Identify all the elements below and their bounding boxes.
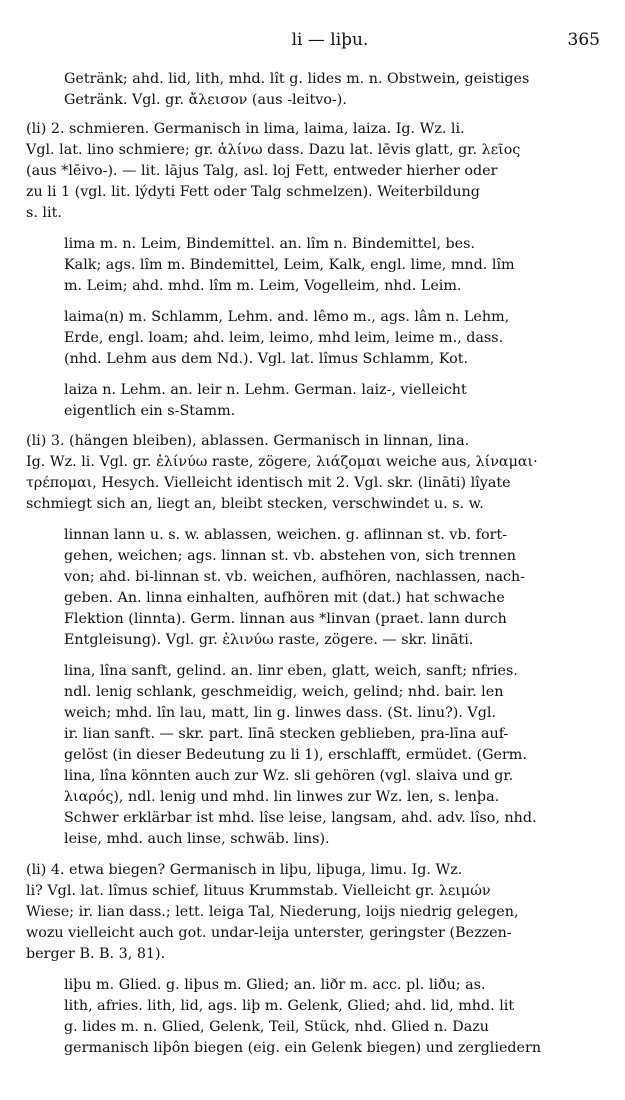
text-line: schmiegt sich an, liegt an, bleibt stecken, verschwindet u. s. w.: [26, 496, 484, 512]
text-line: λιαρός), ndl. lenig und mhd. lin linwes zur Wz. len, s. lenþa.: [64, 789, 500, 805]
text-line: Getränk; ahd. lid, lith, mhd. lît g. lides m. n. Obstwein, geistiges: [64, 71, 530, 87]
text-line: ndl. lenig schlank, geschmeidig, weich, gelind; nhd. bair. len: [64, 684, 504, 700]
text-line: geben. An. linna einhalten, aufhören mit (dat.) hat schwache: [64, 590, 505, 606]
text-line: (li) 3. (hängen bleiben), ablassen. Germanisch in linnan, lina.: [26, 433, 470, 449]
page-header: [60, 30, 600, 56]
text-line: Erde, engl. loam; ahd. leim, leimo, mhd leim, leime m., dass.: [64, 330, 504, 346]
text-line: (nhd. Lehm aus dem Nd.). Vgl. lat. lîmus Schlamm, Kot.: [64, 351, 469, 367]
running-title: li — liþu.: [291, 30, 369, 50]
text-line: lina, lîna sanft, gelind. an. linr eben, glatt, weich, sanft; nfries.: [64, 663, 518, 679]
text-line: m. Leim; ahd. mhd. lîm m. Leim, Vogelleim, nhd. Leim.: [64, 278, 462, 294]
text-line: g. lides m. n. Glied, Gelenk, Teil, Stück, nhd. Glied n. Dazu: [64, 1019, 489, 1035]
text-line: weich; mhd. lîn lau, matt, lin g. linwes dass. (St. linu?). Vgl.: [64, 705, 497, 721]
text-line: leise, mhd. auch linse, schwäb. lins).: [64, 831, 330, 847]
text-line: Vgl. lat. lino schmiere; gr. ἀλίνω dass. Dazu lat. lēvis glatt, gr. λεῖος: [26, 142, 521, 158]
text-line: wozu vielleicht auch got. undar-leija unterster, geringster (Bezzen-: [26, 925, 512, 941]
text-line: li? Vgl. lat. lîmus schief, lituus Krummstab. Vielleicht gr. λειμών: [26, 883, 491, 899]
text-line: Getränk. Vgl. gr. ἄλεισον (aus -leitvo-).: [64, 92, 347, 108]
text-line: (li) 4. etwa biegen? Germanisch in liþu, liþuga, limu. Ig. Wz.: [26, 862, 463, 878]
text-line: lima m. n. Leim, Bindemittel. an. lîm n. Bindemittel, bes.: [64, 236, 476, 252]
text-line: gehen, weichen; ags. linnan st. vb. abstehen von, sich trennen: [64, 548, 516, 564]
text-line: eigentlich ein s-Stamm.: [64, 403, 236, 419]
text-line: linnan lann u. s. w. ablassen, weichen. g. aflinnan st. vb. fort-: [64, 527, 508, 543]
page-number: 365: [567, 30, 600, 50]
text-line: (aus *lēivo-). — lit. lājus Talg, asl. loj Fett, entweder hierher oder: [26, 163, 498, 179]
text-line: τρέπομαι, Hesych. Vielleicht identisch mit 2. Vgl. skr. (lināti) lîyate: [26, 475, 511, 491]
text-line: Schwer erklärbar ist mhd. lîse leise, langsam, ahd. adv. lîso, nhd.: [64, 810, 537, 826]
text-line: germanisch liþôn biegen (eig. ein Gelenk biegen) und zergliedern: [64, 1040, 542, 1056]
text-line: Flektion (linnta). Germ. linnan aus *linvan (praet. lann durch: [64, 611, 507, 627]
text-line: Wiese; ir. lian dass.; lett. leiga Tal, Niederung, loijs niedrig gelegen,: [26, 904, 519, 920]
text-line: zu li 1 (vgl. lit. lýdyti Fett oder Talg schmelzen). Weiterbildung: [26, 184, 480, 200]
text-line: lith, afries. lith, lid, ags. liþ m. Gelenk, Glied; ahd. lid, mhd. lit: [64, 998, 515, 1014]
text-line: Entgleisung). Vgl. gr. ἐλινύω raste, zögere. — skr. lināti.: [64, 632, 474, 648]
text-line: berger B. B. 3, 81).: [26, 946, 166, 962]
text-line: lina, lîna könnten auch zur Wz. sli gehören (vgl. slaiva und gr.: [64, 768, 514, 784]
text-line: gelöst (in dieser Bedeutung zu li 1), erschlafft, ermüdet. (Germ.: [64, 747, 527, 763]
text-line: Kalk; ags. lîm m. Bindemittel, Leim, Kalk, engl. lime, mnd. lîm: [64, 257, 515, 273]
text-line: von; ahd. bi-linnan st. vb. weichen, aufhören, nachlassen, nach-: [64, 569, 526, 585]
text-line: liþu m. Glied. g. liþus m. Glied; an. liðr m. acc. pl. liðu; as.: [64, 977, 486, 993]
text-line: laima(n) m. Schlamm, Lehm. and. lêmo m., ags. lâm n. Lehm,: [64, 309, 510, 325]
text-line: s. lit.: [26, 205, 62, 221]
text-line: laiza n. Lehm. an. leir n. Lehm. German. laiz-, vielleicht: [64, 382, 467, 398]
text-line: Ig. Wz. li. Vgl. gr. ἐλίνύω raste, zögere, λιάζομαι weiche aus, λίναμαι·: [26, 454, 538, 470]
text-line: (li) 2. schmieren. Germanisch in lima, laima, laiza. Ig. Wz. li.: [26, 121, 465, 137]
text-line: ir. lian sanft. — skr. part. līnā stecken geblieben, pra-līna auf-: [64, 726, 509, 742]
